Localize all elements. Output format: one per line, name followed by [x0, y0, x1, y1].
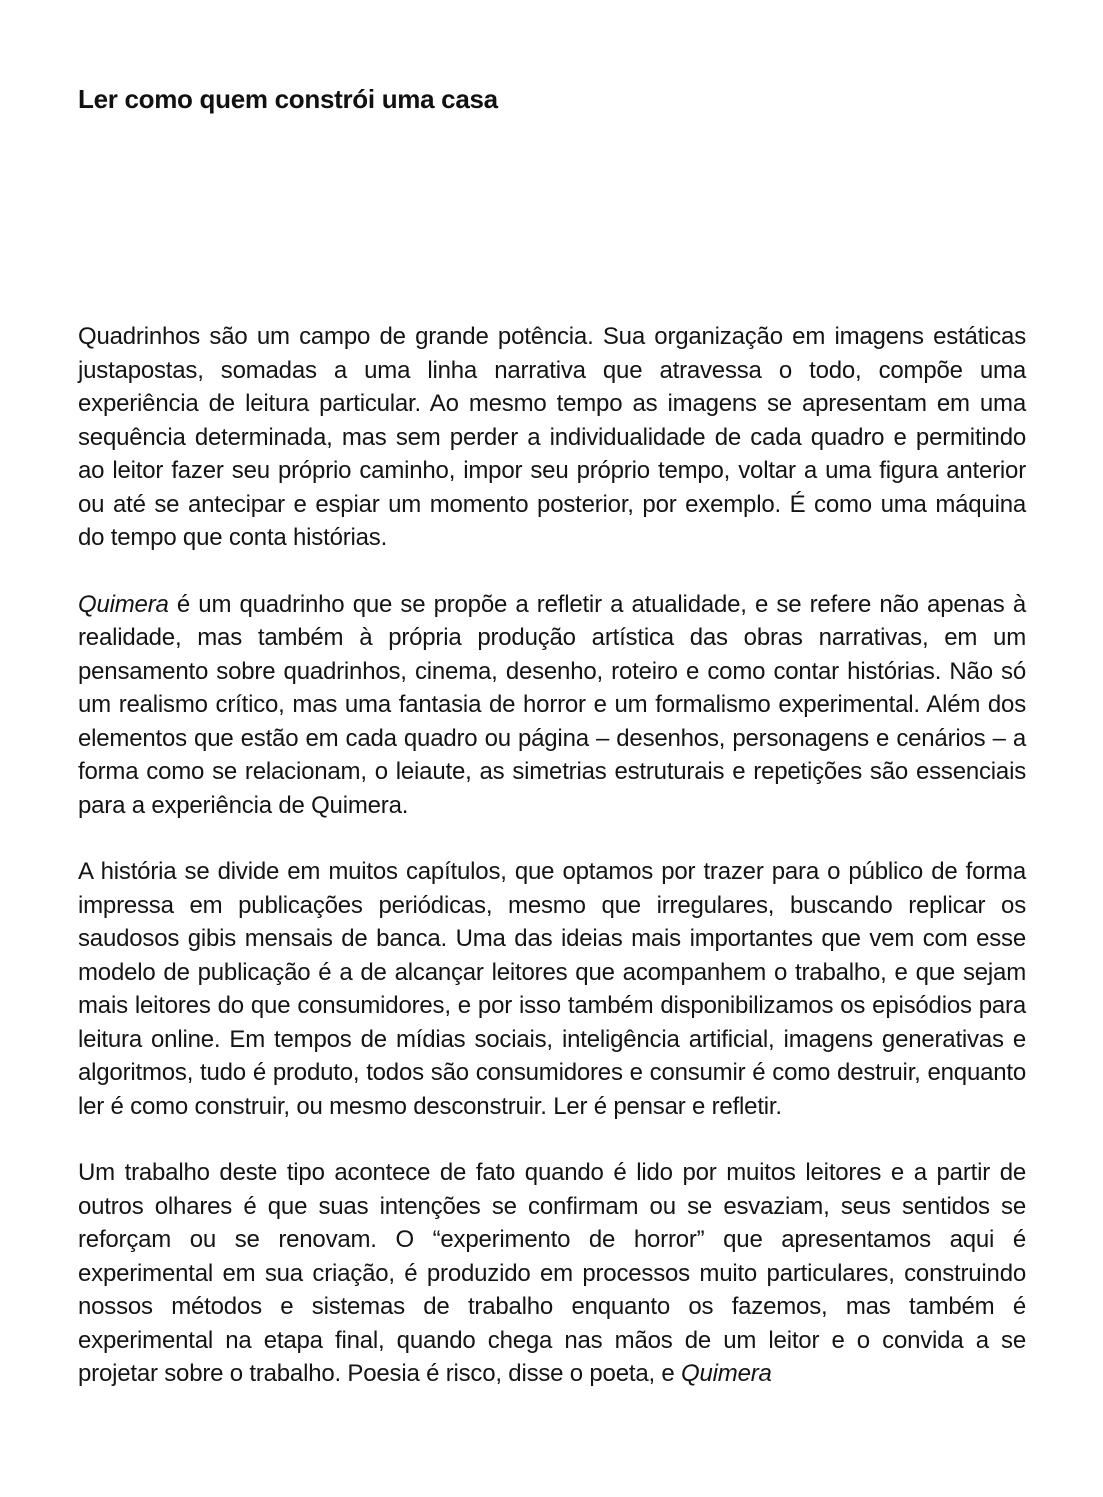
paragraph-segment-italic: Quimera [681, 1360, 772, 1387]
paragraph-segment: A história se divide em muitos capítulos, que optamos por trazer para o público de forma impressa em publicações periódicas, mesmo que irregulares, buscando replicar os saudosos gibis mensais de banca. Uma das ideias mais importantes que vem com esse modelo de publicação é a de alcançar leitores que acompanhem o trabalho, e que sejam mais leitores do que consumidores, e por isso também disponibilizamos os episódios para leitura online. Em tempos de mídias sociais, inteligência artificial, imagens generativas e algoritmos, tudo é produto, todos são consumidores e consumir é como destruir, enquanto ler é como construir, ou mesmo desconstruir. Ler é pensar e refletir. [78, 858, 1026, 1120]
paragraph-segment: Quadrinhos são um campo de grande potência. Sua organização em imagens estáticas justapostas, somadas a uma linha narrativa que atravessa o todo, compõe uma experiência de leitura particular. Ao mesmo tempo as imagens se apresentam em uma sequência determinada, mas sem perder a individualidade de cada quadro e permitindo ao leitor fazer seu próprio caminho, impor seu próprio tempo, voltar a uma figura anterior ou até se antecipar e espiar um momento posterior, por exemplo. É como uma máquina do tempo que conta histórias. [78, 323, 1026, 551]
paragraph-segment-italic: Quimera [78, 590, 169, 618]
paragraph [78, 320, 1026, 555]
paragraph [78, 588, 1026, 823]
body-text [78, 320, 1026, 1391]
page-title: Ler como quem constrói uma casa [78, 84, 498, 114]
paragraph [78, 855, 1026, 1123]
paragraph [78, 1156, 1026, 1391]
paragraph-segment: Um trabalho deste tipo acontece de fato quando é lido por muitos leitores e a partir de outros olhares é que suas intenções se confirmam ou se esvaziam, seus sentidos se reforçam ou se renovam. O “experimento de horror” que apresentamos aqui é experimental em sua criação, é produzido em processos muito particulares, construindo nossos métodos e sistemas de trabalho enquanto os fazemos, mas também é experimental na etapa final, quando chega nas mãos de um leitor e o convida a se projetar sobre o trabalho. Poesia é risco, disse o poeta, e [78, 1159, 1026, 1387]
paragraph-segment: é um quadrinho que se propõe a refletir a atualidade, e se refere não apenas à realidade, mas também à própria produção artística das obras narrativas, em um pensamento sobre quadrinhos, cinema, desenho, roteiro e como contar histórias. Não só um realismo crítico, mas uma fantasia de horror e um formalismo experimental. Além dos elementos que estão em cada quadro ou página – desenhos, personagens e cenários – a forma como se relacionam, o leiaute, as simetrias estruturais e repetições são essenciais para a experiência de Quimera. [78, 590, 1026, 819]
